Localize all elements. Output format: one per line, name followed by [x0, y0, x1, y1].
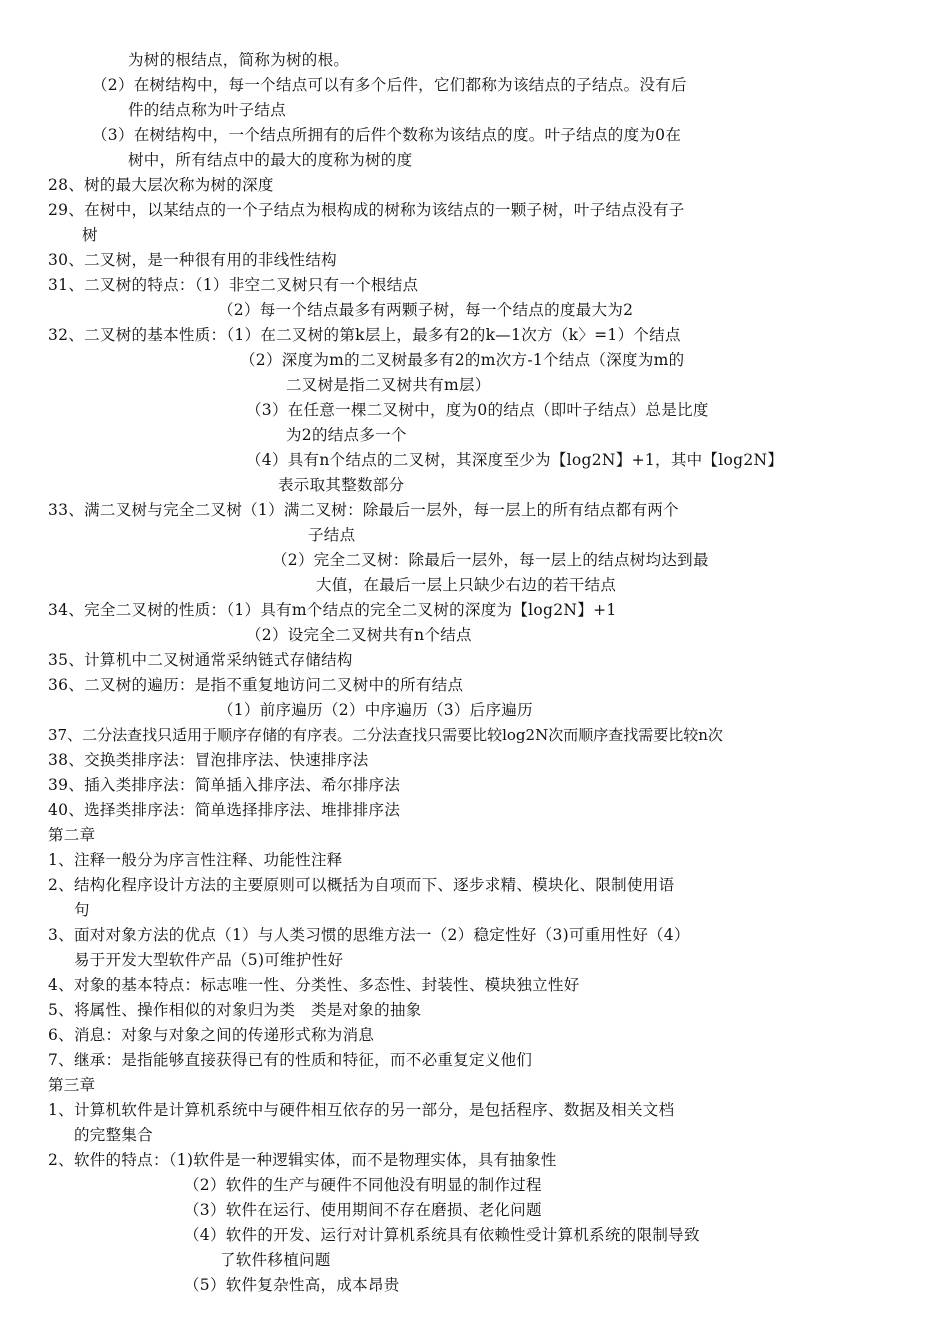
text-line: 1、计算机软件是计算机系统中与硬件相互依存的另一部分，是包括程序、数据及相关文档	[48, 1101, 675, 1119]
text-line: 树中，所有结点中的最大的度称为树的度	[128, 151, 413, 169]
text-line: 28、树的最大层次称为树的深度	[48, 176, 274, 194]
text-line: （4）具有n个结点的二叉树，其深度至少为【log2N】+1，其中【log2N】	[246, 451, 784, 469]
text-line: 大值，在最后一层上只缺少右边的若干结点	[316, 576, 617, 594]
text-line: 30、二叉树，是一种很有用的非线性结构	[48, 251, 337, 269]
text-line: 32、二叉树的基本性质：（1）在二叉树的第k层上，最多有2的k—1次方（k〉=1）个结点	[48, 326, 681, 344]
text-line: （3）在任意一棵二叉树中，度为0的结点（即叶子结点）总是比度	[246, 401, 709, 419]
text-line: 34、完全二叉树的性质：（1）具有m个结点的完全二叉树的深度为【log2N】+1	[48, 601, 617, 619]
text-line: （2）每一个结点最多有两颗子树，每一个结点的度最大为2	[218, 301, 634, 319]
text-line: 35、计算机中二叉树通常采纳链式存储结构	[48, 651, 353, 669]
chapter-heading: 第三章	[48, 1076, 96, 1094]
text-line: 的完整集合	[74, 1126, 154, 1144]
text-line: 38、交换类排序法：冒泡排序法、快速排序法	[48, 751, 369, 769]
text-line: 5、将属性、操作相似的对象归为类 类是对象的抽象	[48, 1001, 422, 1019]
text-line: 33、满二叉树与完全二叉树（1）满二叉树：除最后一层外，每一层上的所有结点都有两个	[48, 501, 679, 519]
text-line: 4、对象的基本特点：标志唯一性、分类性、多态性、封装性、模块独立性好	[48, 976, 580, 994]
text-line: 句	[74, 901, 90, 919]
text-line: 2、结构化程序设计方法的主要原则可以概括为自项而下、逐步求精、模块化、限制使用语	[48, 876, 675, 894]
text-line: 6、消息：对象与对象之间的传递形式称为消息	[48, 1026, 375, 1044]
text-line: 树	[82, 226, 98, 244]
text-line: （2）在树结构中，每一个结点可以有多个后件，它们都称为该结点的子结点。没有后	[92, 76, 687, 94]
text-line: 件的结点称为叶子结点	[128, 101, 287, 119]
text-line: 为2的结点多一个	[286, 426, 407, 444]
text-line: 2、软件的特点：（1)软件是一种逻辑实体，而不是物理实体，具有抽象性	[48, 1151, 557, 1169]
text-line: （2）设完全二叉树共有n个结点	[246, 626, 472, 644]
text-line: （3）软件在运行、使用期间不存在磨损、老化问题	[184, 1201, 542, 1219]
text-line: 7、继承：是指能够直接获得已有的性质和特征，而不必重复定义他们	[48, 1051, 533, 1069]
text-line: （5）软件复杂性高，成本昂贵	[184, 1276, 400, 1294]
text-line: 3、面对对象方法的优点（1）与人类习惯的思维方法一（2）稳定性好（3)可重用性好（4）	[48, 926, 690, 944]
text-line: （2）完全二叉树：除最后一层外，每一层上的结点树均达到最	[272, 551, 709, 569]
text-line: 为树的根结点，简称为树的根。	[128, 51, 350, 69]
text-line: 了软件移植问题	[220, 1251, 331, 1269]
text-line: （3）在树结构中，一个结点所拥有的后件个数称为该结点的度。叶子结点的度为0在	[92, 126, 682, 144]
text-line: 29、在树中，以某结点的一个子结点为根构成的树称为该结点的一颗子树，叶子结点没有子	[48, 201, 685, 219]
chapter-heading: 第二章	[48, 826, 96, 844]
text-line: 表示取其整数部分	[278, 476, 405, 494]
text-line: 易于开发大型软件产品（5)可维护性好	[74, 951, 344, 969]
text-line: 37、二分法查找只适用于顺序存储的有序表。二分法查找只需要比较log2N次而顺序查找需要比较n次	[48, 726, 723, 744]
text-line: （1）前序遍历（2）中序遍历（3）后序遍历	[218, 701, 533, 719]
text-line: 40、选择类排序法：简单选择排序法、堆排排序法	[48, 801, 401, 819]
text-line: 39、插入类排序法：简单插入排序法、希尔排序法	[48, 776, 401, 794]
text-line: （4）软件的开发、运行对计算机系统具有依赖性受计算机系统的限制导致	[184, 1226, 700, 1244]
text-line: （2）软件的生产与硬件不同他没有明显的制作过程	[184, 1176, 542, 1194]
text-line: 子结点	[308, 526, 356, 544]
text-line: 36、二叉树的遍历：是指不重复地访问二叉树中的所有结点	[48, 676, 464, 694]
text-line: 二叉树是指二叉树共有m层）	[286, 376, 491, 394]
text-line: 1、注释一般分为序言性注释、功能性注释	[48, 851, 343, 869]
text-line: （2）深度为m的二叉树最多有2的m次方-1个结点（深度为m的	[240, 351, 685, 369]
text-line: 31、二叉树的特点：（1）非空二叉树只有一个根结点	[48, 276, 419, 294]
